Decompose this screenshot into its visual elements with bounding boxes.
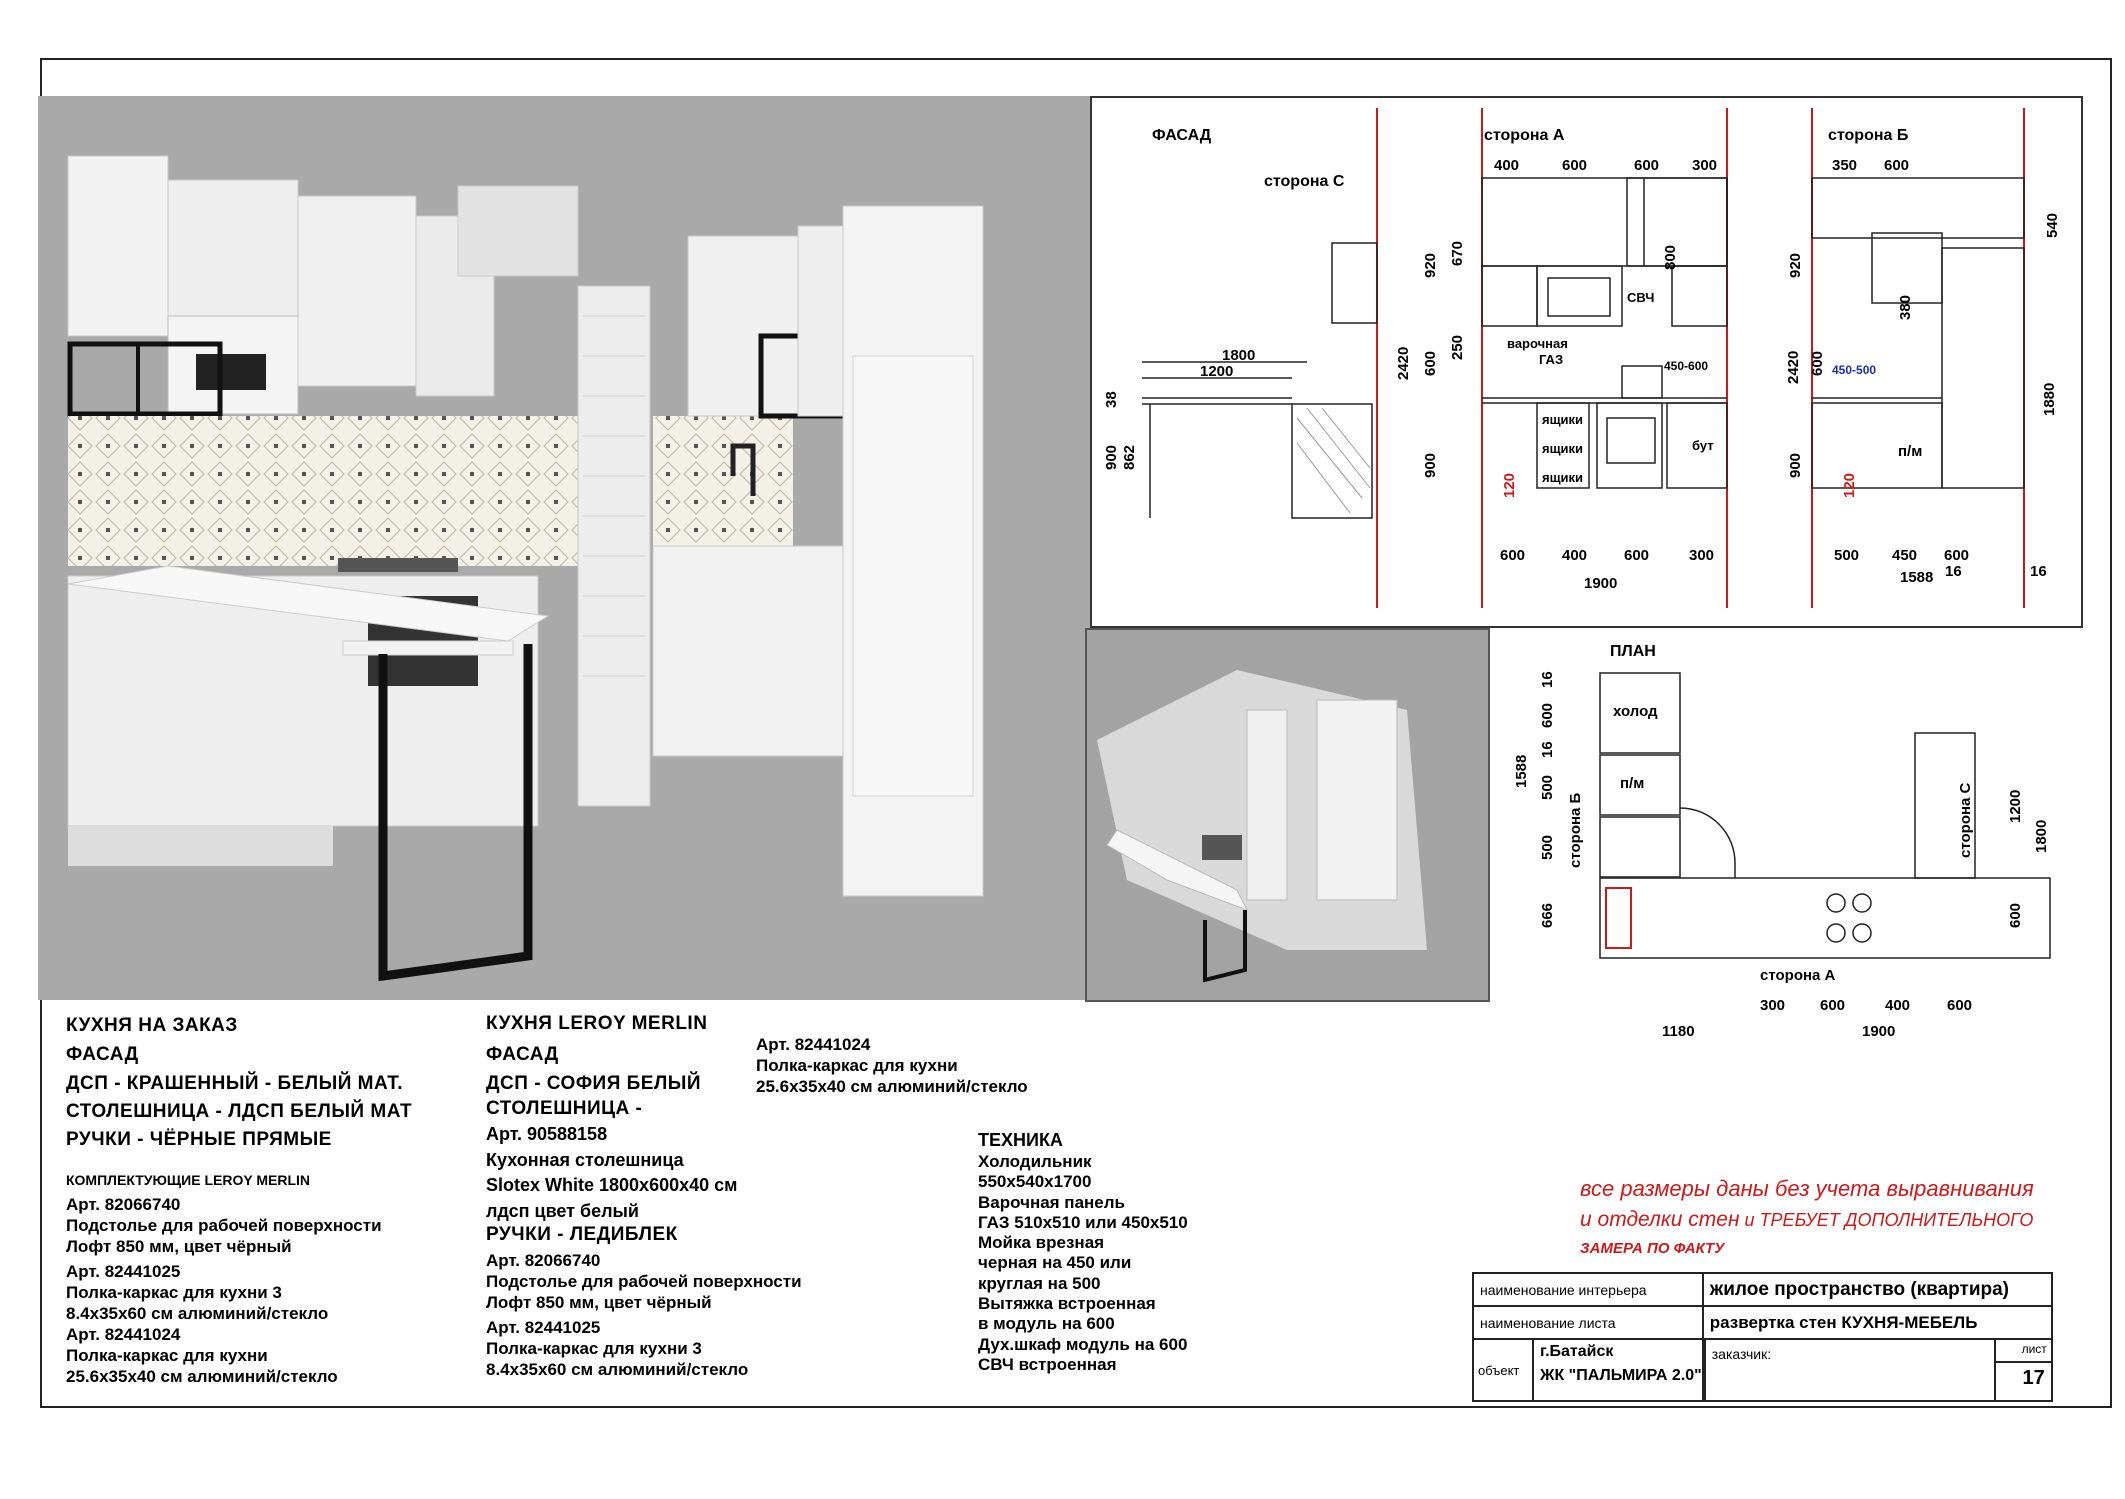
a-bottom-300: 300 [1689,547,1715,564]
b-top-600: 600 [1884,157,1910,174]
note-line1: все размеры даны без учета выравнивания [1580,1176,2034,1201]
pm-label-b: п/м [1898,443,1923,460]
spec-custom-item: Арт. 82066740 [66,1195,181,1214]
stamp-label-client: заказчик: [1704,1340,1918,1400]
plan-l-500a: 500 [1539,774,1556,800]
yaschiki-3: ящики [1542,470,1584,485]
spec-custom-item: 25.6х35х40 см алюминий/стекло [66,1367,338,1386]
stamp-label-interior: наименование интерьера [1473,1273,1703,1306]
spec-custom-title: КУХНЯ НА ЗАКАЗ [66,1015,238,1036]
plan-storona-a: сторона А [1760,967,1836,984]
plan-b-600b: 600 [1947,997,1973,1014]
kitchen-render-small [1085,628,1490,1002]
note-line3: ЗАМЕРА ПО ФАКТУ [1580,1240,1725,1257]
a-bottom-400: 400 [1562,547,1588,564]
plan-l-16b: 16 [1539,741,1556,758]
tech-line: круглая на 500 [978,1273,1101,1293]
gaz-label: ГАЗ [1539,352,1564,367]
title-block [1472,1272,2053,1402]
a-top-400: 400 [1494,157,1520,174]
range-450-600: 450-600 [1664,359,1709,373]
svch-label: СВЧ [1627,290,1655,305]
tech-line: Вытяжка встроенная [978,1294,1156,1314]
spec-leroy-title: КУХНЯ LEROY MERLIN [486,1013,708,1034]
spec-custom-komplekt: КОМПЛЕКТУЮЩИЕ LEROY MERLIN [66,1172,310,1188]
plan-l-500b: 500 [1539,834,1556,860]
plan-r-600: 600 [2007,902,2024,928]
spec-custom-item: Лофт 850 мм, цвет чёрный [66,1237,292,1256]
b-gap2: 16 [2030,563,2047,580]
stamp-label-list: лист [1996,1340,2051,1363]
spec-leroy-fasad: ФАСАД [486,1044,559,1065]
a-total: 1900 [1584,575,1618,592]
note-line2b: и ТРЕБУЕТ ДОПОЛНИТЕЛЬНОГО [1739,1210,2034,1230]
plan-l-666: 666 [1539,902,1556,928]
tech-line: ГАЗ 510х510 или 450х510 [978,1212,1188,1232]
plan-bottom-left: 1180 [1662,1023,1695,1040]
b-h-540: 540 [2044,212,2061,238]
spec-leroy-art3: Арт. 82441025 [486,1318,601,1337]
tech-line: в модуль на 600 [978,1314,1115,1334]
plan-b-400: 400 [1885,997,1911,1014]
spec-custom-item: Арт. 82441025 [66,1262,181,1281]
range-450-500: 450-500 [1832,363,1877,377]
spec-custom-item: Арт. 82441024 [66,1325,181,1344]
spec-leroy-ruchki: РУЧКИ - ЛЕДИБЛЕК [486,1224,678,1245]
holod-label: холод [1613,703,1658,720]
spec-shelf-l1: Полка-каркас для кухни [756,1056,958,1075]
b-h-2420: 2420 [1785,350,1802,384]
a-top-300: 300 [1692,157,1718,174]
spec-leroy-l5: Лофт 850 мм, цвет чёрный [486,1293,712,1312]
a-h-2420: 2420 [1395,346,1412,380]
stamp-city: г.Батайск [1540,1343,1614,1360]
varochnaya-label: варочная [1507,336,1568,351]
spec-leroy-l3: лдсп цвет белый [486,1201,639,1221]
spec-custom-items [66,1194,382,1387]
a-h-800: 800 [1662,244,1679,270]
a-top-600b: 600 [1634,157,1660,174]
b-bottom-600: 600 [1944,547,1970,564]
yaschiki-1: ящики [1542,412,1584,427]
c-dim-900: 900 [1103,444,1120,470]
stamp-value-sheet: развертка стен КУХНЯ-МЕБЕЛЬ [1703,1306,2052,1339]
a-h-920: 920 [1422,252,1439,278]
stamp-label-sheet: наименование листа [1473,1306,1703,1339]
tech-line: Дух.шкаф модуль на 600 [978,1334,1188,1354]
spec-leroy-l7: 8.4х35х60 см алюминий/стекло [486,1360,749,1379]
storona-b-label: сторона Б [1828,127,1909,144]
spec-custom-line3: РУЧКИ - ЧЁРНЫЕ ПРЯМЫЕ [66,1129,332,1150]
spec-leroy-line2: СТОЛЕШНИЦА - [486,1098,643,1119]
a-bottom-600: 600 [1500,547,1526,564]
spec-leroy-art1: Арт. 90588158 [486,1124,608,1144]
spec-leroy-l1: Кухонная столешница [486,1150,684,1170]
tech-title: ТЕХНИКА [978,1130,1063,1150]
stamp-list-no: 17 [2022,1367,2045,1389]
plan-storona-b: сторона Б [1567,792,1584,868]
stamp-client-cell [1703,1339,1995,1401]
b-h-900: 900 [1787,452,1804,478]
kitchen-render-illustration [38,96,1090,1000]
b-mark-120: 120 [1841,472,1858,498]
b-h-1880: 1880 [2041,382,2058,416]
stamp-complex: ЖК "ПАЛЬМИРА 2.0" [1540,1367,1702,1384]
tech-line: черная на 450 или [978,1253,1132,1273]
tech-line: Холодильник [978,1152,1092,1171]
storona-a-label: сторона А [1484,127,1565,144]
elevation-drawings [1090,96,2083,628]
a-h-670: 670 [1449,240,1466,266]
note-line2 [1580,1208,2033,1232]
storona-c-label: сторона С [1264,173,1345,190]
spec-custom-line1: ДСП - КРАШЕННЫЙ - БЕЛЫЙ МАТ. [66,1073,404,1094]
stamp-object-cell [1473,1339,1703,1401]
plan-b-300: 300 [1760,997,1786,1014]
note-line2a: и отделки стен [1580,1208,1740,1231]
c-dim-1800: 1800 [1222,347,1256,364]
tech-line: 550х540х1700 [978,1172,1092,1192]
b-h-380: 380 [1897,294,1914,320]
spec-leroy-parts [486,1250,802,1380]
a-top-600a: 600 [1562,157,1588,174]
kitchen-render-main [38,96,1090,1000]
spec-custom-item: Подстолье для рабочей поверхности [66,1216,382,1235]
spec-leroy-l2: Slotex White 1800х600х40 см [486,1175,738,1195]
spec-custom-item: Полка-каркас для кухни 3 [66,1283,282,1302]
pm-label-plan: п/м [1620,775,1645,792]
c-dim-1200: 1200 [1200,363,1234,380]
spec-leroy-l4: Подстолье для рабочей поверхности [486,1272,802,1291]
tech-line: СВЧ встроенная [978,1354,1117,1374]
elevation-svg [1092,98,2085,630]
b-gap1: 16 [1945,563,1962,580]
stamp-list-cell [1995,1339,2052,1401]
plan-bottom-total: 1900 [1862,1023,1896,1040]
b-h-600: 600 [1809,350,1826,376]
plan-title: ПЛАН [1610,643,1656,660]
plan-left-total: 1588 [1513,754,1530,788]
spec-custom-item: 8.4х35х60 см алюминий/стекло [66,1304,329,1323]
plan-l-600: 600 [1539,702,1556,728]
a-h-600: 600 [1422,350,1439,376]
plan-b-600a: 600 [1820,997,1846,1014]
plan-r-1800: 1800 [2033,819,2050,853]
c-dim-38: 38 [1103,391,1120,408]
stamp-label-object: объект [1474,1340,1534,1400]
spec-shelf-art: Арт. 82441024 [756,1035,871,1054]
plan-drawing [1490,628,2083,1048]
b-total: 1588 [1900,569,1934,586]
spec-shelf [756,1034,1028,1097]
plan-storona-c: сторона С [1957,782,1974,858]
a-h-900: 900 [1422,452,1439,478]
spec-leroy-l6: Полка-каркас для кухни 3 [486,1339,702,1358]
spec-shelf-l2: 25.6х35х40 см алюминий/стекло [756,1077,1028,1096]
a-bottom-600b: 600 [1624,547,1650,564]
fasad-label: ФАСАД [1152,127,1212,144]
c-dim-862: 862 [1121,444,1138,470]
plan-r-1200: 1200 [2007,789,2024,823]
a-mark-120: 120 [1501,472,1518,498]
tech-line: Мойка врезная [978,1233,1105,1253]
b-top-350: 350 [1832,157,1858,174]
a-h-250: 250 [1449,334,1466,360]
yaschiki-2: ящики [1542,441,1584,456]
stamp-value-interior: жилое пространство (квартира) [1703,1273,2052,1306]
spec-custom-fasad: ФАСАД [66,1044,139,1065]
b-bottom-450: 450 [1892,547,1918,564]
spec-custom-line2: СТОЛЕШНИЦА - ЛДСП БЕЛЫЙ МАТ [66,1101,413,1122]
tech-line: Варочная панель [978,1192,1126,1212]
but-label: бут [1692,438,1714,453]
spec-leroy-art2: Арт. 82066740 [486,1251,601,1270]
tech-list [978,1152,1188,1375]
b-h-920: 920 [1787,252,1804,278]
plan-l-16a: 16 [1539,671,1556,688]
spec-custom-item: Полка-каркас для кухни [66,1346,268,1365]
spec-leroy-line1: ДСП - СОФИЯ БЕЛЫЙ [486,1073,702,1094]
b-bottom-500: 500 [1834,547,1860,564]
